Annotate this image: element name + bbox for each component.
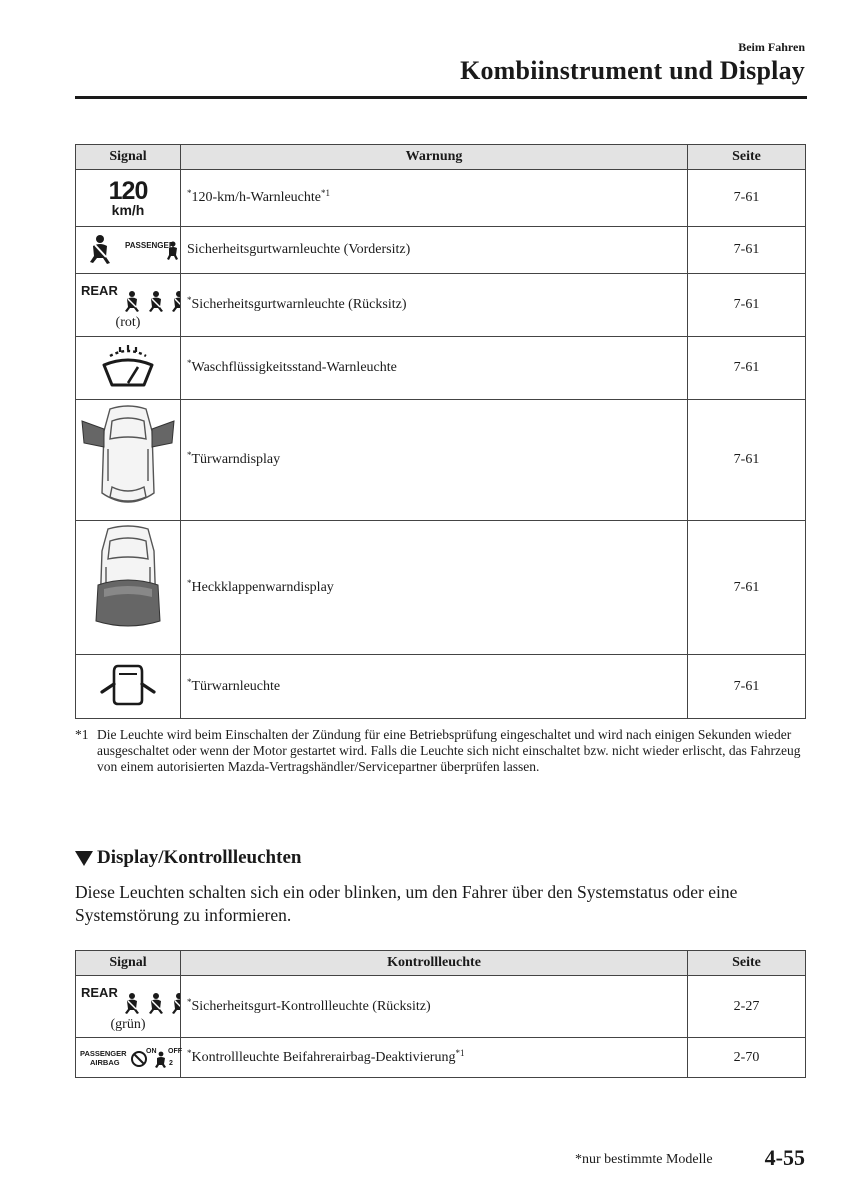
door-warning-icon xyxy=(98,662,158,706)
page-cell: 7-61 xyxy=(688,227,806,274)
signal-cell xyxy=(76,227,181,274)
indicator-table xyxy=(75,950,806,1078)
table-row xyxy=(76,227,806,274)
col-signal-header: Signal xyxy=(76,951,181,976)
col-indicator-header: Kontrollleuchte xyxy=(181,951,688,976)
section-label: Beim Fahren xyxy=(738,40,805,54)
page-cell: 7-61 xyxy=(688,170,806,227)
signal-cell xyxy=(76,274,181,337)
warning-text-cell: *120-km/h-Warnleuchte$^{*1}$ xyxy=(181,170,688,227)
footnote-text: Die Leuchte wird beim Einschalten der Zündung für eine Betriebsprüfung eingeschaltet und wird nach einigen Sekunden wieder ausgeschaltet oder wenn der Motor gestartet wird. Falls die Leuchte sich nicht einschaltet bzw. nicht wieder erlischt, das Fahrzeug von einem autorisierten Mazda-Vertragshändler/Servicepartner überprüfen lassen. xyxy=(97,727,801,774)
warning-text-cell: *Sicherheitsgurtwarnleuchte (Rücksitz) xyxy=(181,274,688,337)
signal-cell xyxy=(76,655,181,719)
signal-cell xyxy=(76,170,181,227)
col-page-header: Seite xyxy=(688,145,806,170)
page-cell: 2-27 xyxy=(688,976,806,1038)
signal-cell xyxy=(76,521,181,655)
page-cell: 7-61 xyxy=(688,521,806,655)
table-row xyxy=(76,655,806,719)
col-warning-header: Warnung xyxy=(181,145,688,170)
signal-cell xyxy=(76,400,181,521)
warning-text-cell: *Türwarnleuchte xyxy=(181,655,688,719)
indicator-text-cell: *Kontrollleuchte Beifahrerairbag-Deaktivierung$^{*1}$ xyxy=(181,1038,688,1078)
footnote xyxy=(75,727,807,775)
table-row xyxy=(76,337,806,400)
rear-seatbelt-icon: REAR xyxy=(76,981,180,1017)
signal-cell xyxy=(76,976,181,1038)
page-cell: 7-61 xyxy=(688,274,806,337)
signal-cell xyxy=(76,1038,181,1078)
table-row xyxy=(76,400,806,521)
speed-120-icon: 120 km/h xyxy=(108,177,148,218)
table-row xyxy=(76,170,806,227)
table-row xyxy=(76,1038,806,1078)
page-number: 4-55 xyxy=(764,1145,805,1170)
footer-note: *nur bestimmte Modelle xyxy=(575,1152,713,1167)
section-heading: Display/Kontrollleuchten xyxy=(75,847,301,869)
page-cell: 7-61 xyxy=(688,400,806,521)
table-header-row xyxy=(76,145,806,170)
table-row xyxy=(76,274,806,337)
page-cell: 7-61 xyxy=(688,655,806,719)
warning-text-cell: Sicherheitsgurtwarnleuchte (Vordersitz) xyxy=(181,227,688,274)
warning-text-cell: *Waschflüssigkeitsstand-Warnleuchte xyxy=(181,337,688,400)
title-rule xyxy=(75,96,807,99)
table-row xyxy=(76,976,806,1038)
washer-fluid-icon xyxy=(98,343,158,389)
warning-text-cell: *Heckklappenwarndisplay xyxy=(181,521,688,655)
table-header-row xyxy=(76,951,806,976)
warning-table xyxy=(75,144,806,719)
col-page-header: Seite xyxy=(688,951,806,976)
signal-caption: (grün) xyxy=(110,1016,146,1032)
page-cell: 7-61 xyxy=(688,337,806,400)
page-cell: 2-70 xyxy=(688,1038,806,1078)
footnote-mark: *1 xyxy=(75,727,89,742)
triangle-bullet-icon xyxy=(75,851,93,866)
passenger-airbag-off-icon: PASSENGER AIRBAG ON OFF 2 xyxy=(80,1047,182,1067)
col-signal-header: Signal xyxy=(76,145,181,170)
seatbelt-passenger-icon: PASSENGER xyxy=(76,230,180,270)
page-title: Kombiinstrument und Display xyxy=(460,56,805,85)
warning-text-cell: *Türwarndisplay xyxy=(181,400,688,521)
door-ajar-car-icon xyxy=(76,401,180,515)
indicator-text-cell: *Sicherheitsgurt-Kontrollleuchte (Rücksitz) xyxy=(181,976,688,1038)
rear-seatbelt-icon: REAR xyxy=(76,279,180,315)
section-intro: Diese Leuchten schalten sich ein oder blinken, um den Fahrer über den Systemstatus oder eine Systemstörung zu informieren. xyxy=(75,882,738,925)
signal-caption: (rot) xyxy=(115,315,141,330)
table-row xyxy=(76,521,806,655)
signal-cell xyxy=(76,337,181,400)
liftgate-open-car-icon xyxy=(76,523,180,647)
